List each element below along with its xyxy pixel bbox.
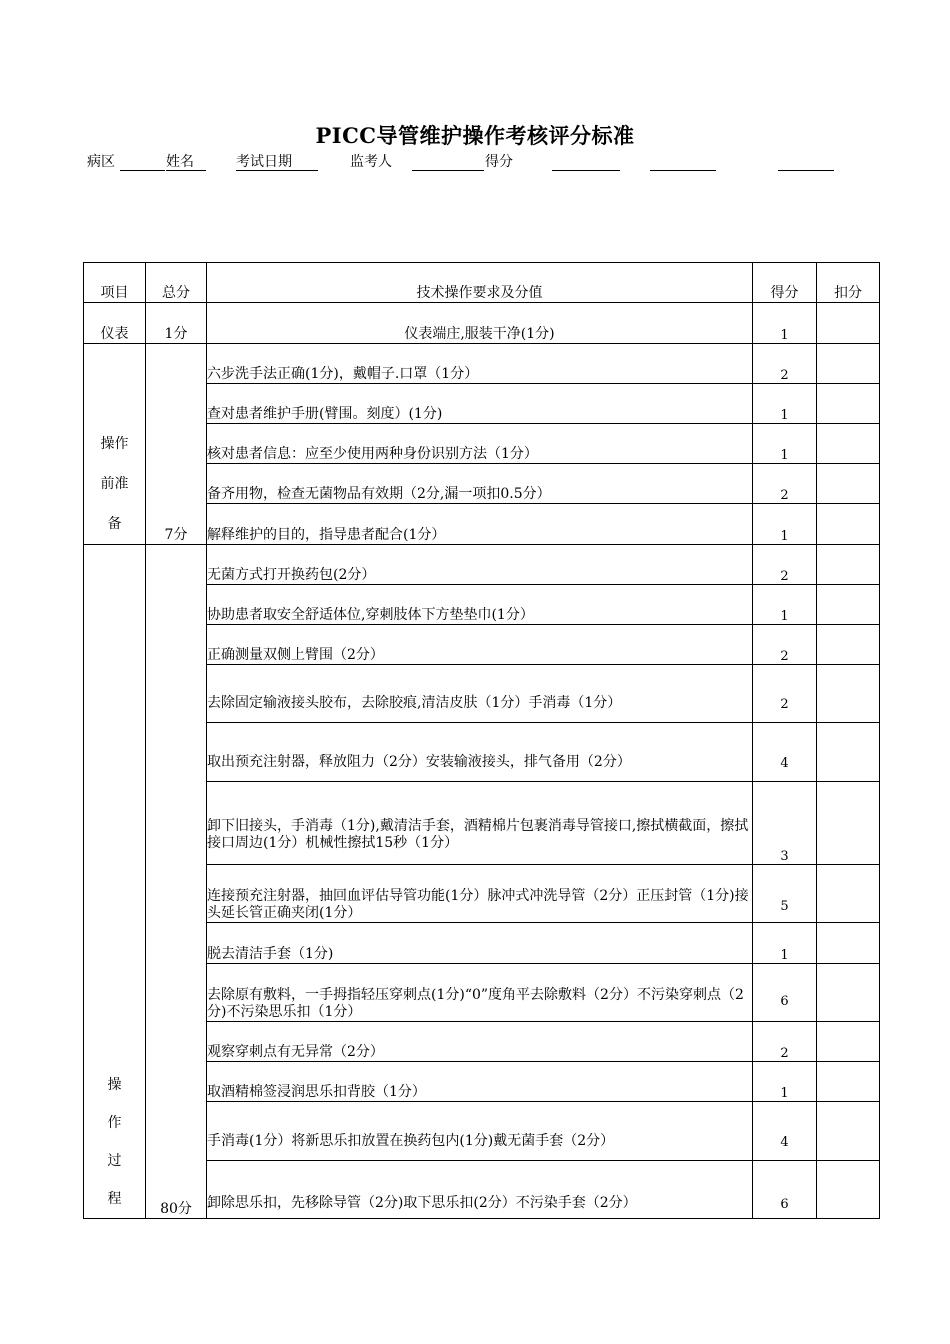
ward-label: 病区 xyxy=(87,154,115,170)
exam-date-label: 考试日期 xyxy=(236,154,292,170)
requirement-text: 手消毒(1分）将新思乐扣放置在换药包内(1分)戴无菌手套（2分） xyxy=(207,1102,753,1161)
header-requirements: 技术操作要求及分值 xyxy=(207,263,753,303)
score-field-3[interactable] xyxy=(778,170,834,171)
requirement-text: 观察穿刺点有无异常（2分） xyxy=(207,1022,753,1062)
row-score: 1 xyxy=(753,923,817,964)
requirement-text: 无菌方式打开换药包(2分） xyxy=(207,545,753,585)
preparation-total: 7分 xyxy=(146,344,207,545)
row-score: 1 xyxy=(753,504,817,545)
row-score: 4 xyxy=(753,1102,817,1161)
examiner-label: 监考人 xyxy=(350,154,392,170)
requirement-text: 取出预充注射器，释放阻力（2分）安装输液接头，排气备用（2分） xyxy=(207,723,753,782)
requirement-text: 正确测量双侧上臂围（2分） xyxy=(207,625,753,665)
deduct-cell[interactable] xyxy=(817,923,880,964)
exam-date-field[interactable] xyxy=(236,170,318,171)
requirement-text: 卸除思乐扣，先移除导管（2分)取下思乐扣(2分）不污染手套（2分） xyxy=(207,1161,753,1219)
requirement-text: 取酒精棉签浸润思乐扣背胶（1分） xyxy=(207,1062,753,1102)
requirement-text: 连接预充注射器，抽回血评估导管功能(1分）脉冲式冲洗导管（2分）正压封管（1分)接头延长管正确夹闭(1分） xyxy=(207,865,753,923)
deduct-cell[interactable] xyxy=(817,665,880,723)
table-row xyxy=(84,344,880,384)
requirement-text: 六步洗手法正确(1分)，戴帽子.口罩（1分） xyxy=(207,344,753,384)
deduct-cell[interactable] xyxy=(817,344,880,384)
requirement-text: 解释维护的目的，指导患者配合(1分） xyxy=(207,504,753,545)
deduct-cell[interactable] xyxy=(817,545,880,585)
score-field-2[interactable] xyxy=(650,170,716,171)
score-field-1[interactable] xyxy=(552,170,620,171)
header-item: 项目 xyxy=(84,263,146,303)
row-score: 6 xyxy=(753,964,817,1022)
deduct-cell[interactable] xyxy=(817,464,880,504)
row-score: 2 xyxy=(753,1022,817,1062)
requirement-text: 卸下旧接头，手消毒（1分),戴清洁手套，酒精棉片包裹消毒导管接口,擦拭横截面，擦拭接口周边(1分）机械性擦拭15秒（1分） xyxy=(207,782,753,865)
row-score: 2 xyxy=(753,665,817,723)
deduct-cell[interactable] xyxy=(817,585,880,625)
row-score: 2 xyxy=(753,625,817,665)
deduct-cell[interactable] xyxy=(817,1161,880,1219)
deduct-cell[interactable] xyxy=(817,303,880,344)
appearance-total: 1分 xyxy=(146,303,207,344)
examiner-field[interactable] xyxy=(412,170,484,171)
deduct-cell[interactable] xyxy=(817,1062,880,1102)
header-total: 总分 xyxy=(146,263,207,303)
requirement-text: 查对患者维护手册(臂围。刻度）(1分) xyxy=(207,384,753,424)
deduct-cell[interactable] xyxy=(817,865,880,923)
table-header-row xyxy=(84,263,880,303)
deduct-cell[interactable] xyxy=(817,782,880,865)
row-score: 2 xyxy=(753,545,817,585)
score-label: 得分 xyxy=(485,154,513,170)
row-score: 6 xyxy=(753,1161,817,1219)
name-field[interactable] xyxy=(166,170,206,171)
deduct-cell[interactable] xyxy=(817,384,880,424)
deduct-cell[interactable] xyxy=(817,723,880,782)
deduct-cell[interactable] xyxy=(817,1022,880,1062)
deduct-cell[interactable] xyxy=(817,625,880,665)
requirement-text: 去除原有敷料，一手拇指轻压穿刺点(1分)“0”度角平去除敷料（2分）不污染穿刺点（2分)不污染思乐扣（1分） xyxy=(207,964,753,1022)
row-score: 3 xyxy=(753,782,817,865)
process-total: 80分 xyxy=(146,545,207,1219)
header-score: 得分 xyxy=(753,263,817,303)
requirement-text: 去除固定输液接头胶布，去除胶痕,清洁皮肤（1分）手消毒（1分） xyxy=(207,665,753,723)
requirement-text: 备齐用物，检查无菌物品有效期（2分,漏一项扣0.5分） xyxy=(207,464,753,504)
row-score: 1 xyxy=(753,1062,817,1102)
process-item: 操 作 过 程 xyxy=(84,545,146,1219)
row-score: 5 xyxy=(753,865,817,923)
requirement-text: 脱去清洁手套（1分) xyxy=(207,923,753,964)
row-score: 2 xyxy=(753,464,817,504)
ward-field[interactable] xyxy=(120,170,165,171)
page-title: PICC导管维护操作考核评分标准 xyxy=(315,123,635,148)
name-label: 姓名 xyxy=(166,154,194,170)
exam-info-line xyxy=(0,153,950,177)
preparation-item: 操作 前准 备 xyxy=(84,344,146,545)
deduct-cell[interactable] xyxy=(817,964,880,1022)
requirement-text: 协助患者取安全舒适体位,穿刺肢体下方垫垫巾(1分） xyxy=(207,585,753,625)
deduct-cell[interactable] xyxy=(817,504,880,545)
table-row xyxy=(84,545,880,585)
appearance-score: 1 xyxy=(753,303,817,344)
deduct-cell[interactable] xyxy=(817,424,880,464)
row-score: 4 xyxy=(753,723,817,782)
table-row xyxy=(84,303,880,344)
row-score: 1 xyxy=(753,424,817,464)
row-score: 1 xyxy=(753,585,817,625)
header-deduct: 扣分 xyxy=(817,263,880,303)
requirement-text: 核对患者信息：应至少使用两种身份识别方法（1分） xyxy=(207,424,753,464)
appearance-requirement: 仪表端庄,服装干净(1分) xyxy=(207,303,753,344)
appearance-item: 仪表 xyxy=(84,303,146,344)
deduct-cell[interactable] xyxy=(817,1102,880,1161)
row-score: 1 xyxy=(753,384,817,424)
row-score: 2 xyxy=(753,344,817,384)
scoring-table xyxy=(83,262,880,1219)
